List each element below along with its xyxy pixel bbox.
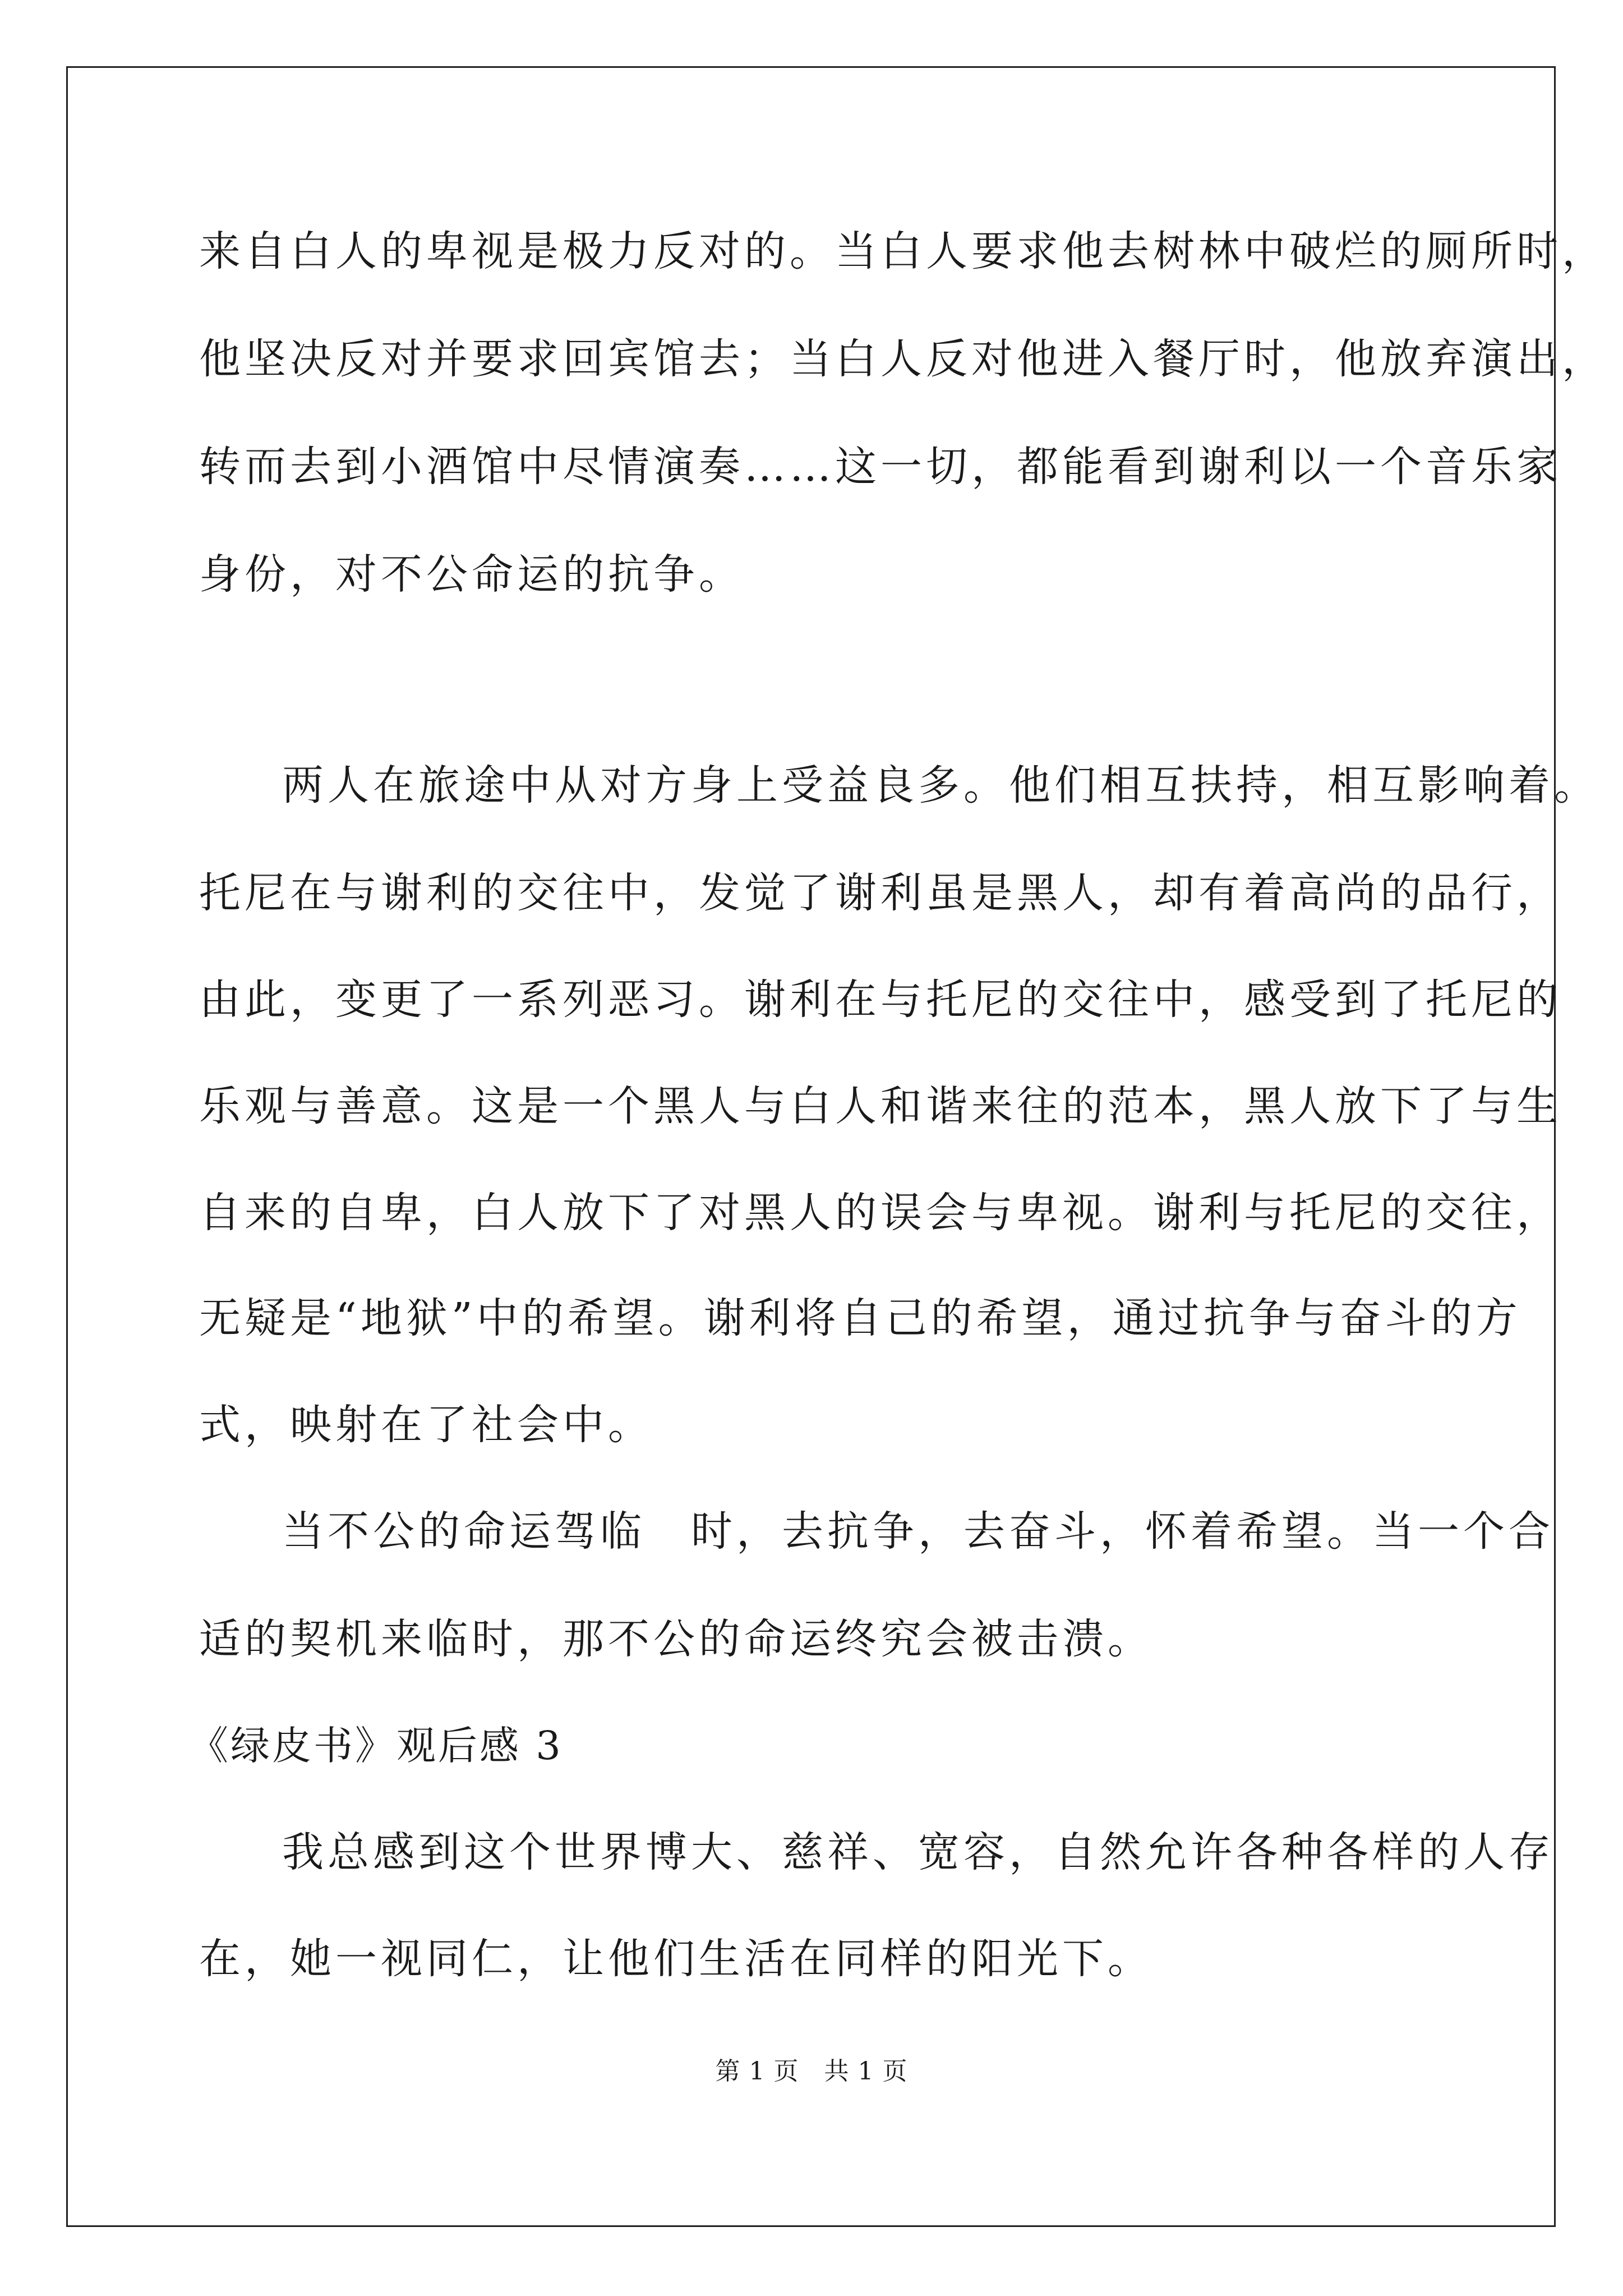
paragraph-line: 适的契机来临时，那不公的命运终究会被击溃。 xyxy=(199,1615,1153,1663)
paragraph-line: 无疑是“地狱”中的希望。谢利将自己的希望，通过抗争与奋斗的方 xyxy=(199,1294,1521,1342)
section-heading: 《绿皮书》观后感 3 xyxy=(189,1723,563,1769)
paragraph-line: 托尼在与谢利的交往中，发觉了谢利虽是黑人，却有着高尚的品行， xyxy=(199,869,1562,917)
paragraph-line: 他坚决反对并要求回宾馆去；当白人反对他进入餐厅时，他放弃演出， xyxy=(199,335,1607,383)
paragraph-line: 我总感到这个世界博大、慈祥、宽容，自然允许各种各样的人存 xyxy=(282,1828,1554,1876)
paragraph-line: 转而去到小酒馆中尽情演奏……这一切，都能看到谢利以一个音乐家 xyxy=(199,443,1562,491)
paragraph-line: 由此，变更了一系列恶习。谢利在与托尼的交往中，感受到了托尼的 xyxy=(199,976,1562,1024)
paragraph-line: 两人在旅途中从对方身上受益良多。他们相互扶持，相互影响着。 xyxy=(282,761,1599,809)
page-border xyxy=(66,66,1556,2227)
paragraph-line: 来自白人的卑视是极力反对的。当白人要求他去树林中破烂的厕所时， xyxy=(199,227,1607,275)
paragraph-line: 式，映射在了社会中。 xyxy=(199,1401,653,1449)
paragraph-line: 乐观与善意。这是一个黑人与白人和谐来往的范本，黑人放下了与生 xyxy=(199,1082,1562,1130)
paragraph-line: 当不公的命运驾临 时，去抗争，去奋斗，怀着希望。当一个合 xyxy=(282,1507,1554,1556)
paragraph-line: 身份，对不公命运的抗争。 xyxy=(199,550,744,599)
paragraph-line: 在，她一视同仁，让他们生活在同样的阳光下。 xyxy=(199,1935,1153,1983)
page-footer: 第 1 页 共 1 页 xyxy=(715,2057,908,2086)
paragraph-line: 自来的自卑，白人放下了对黑人的误会与卑视。谢利与托尼的交往， xyxy=(199,1189,1562,1237)
